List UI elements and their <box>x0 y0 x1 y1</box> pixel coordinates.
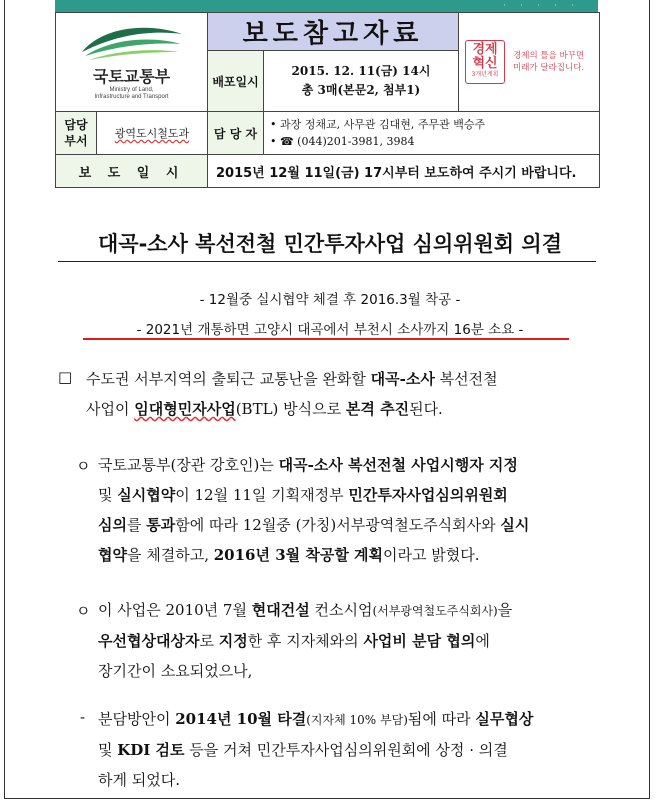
ministry-english-name: Ministry of Land, Infrastructure and Transport <box>94 87 169 100</box>
subheadline-2-underline <box>83 338 569 340</box>
contact-label: 담 당 자 <box>208 112 264 155</box>
ministry-emblem-icon <box>77 22 187 62</box>
subheadline-1: - 12월중 실시협약 체결 후 2016.3월 착공 - <box>199 292 461 308</box>
dash-bullet: - <box>80 708 86 726</box>
top-strip: · · · · · <box>55 0 598 12</box>
headline: 대곡-소사 복선전철 민간투자사업 심의위원회 의결 <box>98 232 562 256</box>
paragraph-2: 국토교통부(장관 강호인)는 대곡-소사 복선전철 사업시행자 지정 및 실시협약이 12월 11일 기획재정부 민간투자사업심의위원회 심의를 통과함에 따라 12월중 (가칭)서부광역철도주식회사와 실시 협약을 체결하고, 2016년 3월 착공할 계획이라고 밝혔다. <box>98 456 530 564</box>
embargo-label: 보 도 일 시 <box>56 155 208 188</box>
distribution-pages: 총 3매(본문2, 첨부1) <box>301 83 421 97</box>
ministry-name: 국토교통부 <box>92 67 171 86</box>
square-bullet: □ <box>58 368 73 386</box>
distribution-info <box>264 51 459 112</box>
dept-value: 광역도시철도과 <box>97 112 208 154</box>
contact-info <box>264 112 600 155</box>
embargo-text: 2015년 12월 11일(금) 17시부터 보도하여 주시기 바랍니다. <box>208 155 600 188</box>
circle-bullet: ㅇ <box>76 457 91 475</box>
slogan-text: 경제의 틀을 바꾸면 미래가 달라집니다. <box>513 51 585 73</box>
dept-label: 담당 부서 <box>56 112 97 154</box>
economic-innovation-seal: 경제 혁신 3개년계획 <box>465 40 505 84</box>
headline-rule <box>58 261 596 262</box>
paragraph-3: 이 사업은 2010년 7월 현대건설 컨소시엄(서부광역철도주식회사)을 우선협상대상자로 지정한 후 지자체와의 사업비 분담 협의에 장기간이 소요되었으나, <box>98 601 513 680</box>
press-header-table <box>55 12 600 188</box>
subheadline-2: - 2021년 개통하면 고양시 대곡에서 부천시 소사까지 16분 소요 - <box>136 322 524 338</box>
paragraph-1: 수도권 서부지역의 출퇴근 교통난을 완화할 대곡-소사 복선전철 사업이 임대형민자사업(BTL) 방식으로 본격 추진된다. <box>86 370 498 418</box>
slogan-cell <box>459 13 600 112</box>
contact-phone: • ☎ (044)201-3981, 3984 <box>270 135 415 148</box>
contact-people: • 과장 정채교, 사무관 김대현, 주무관 백승주 <box>270 118 486 131</box>
circle-bullet: ㅇ <box>76 602 91 620</box>
doc-type-title: 보도참고자료 <box>208 13 459 51</box>
paragraph-4: 분담방안이 2014년 10월 타결(지자체 10% 부담)됨에 따라 실무협상 및 KDI 검토 등을 거쳐 민간투자사업심의위원회에 상정 · 의결 하게 되었다. <box>98 710 534 789</box>
ministry-logo <box>62 22 202 102</box>
dept-row-cell <box>56 112 208 155</box>
ministry-logo-cell <box>56 13 208 112</box>
distribution-label: 배포일시 <box>208 51 264 112</box>
distribution-date: 2015. 12. 11(금) 14시 <box>291 64 431 78</box>
